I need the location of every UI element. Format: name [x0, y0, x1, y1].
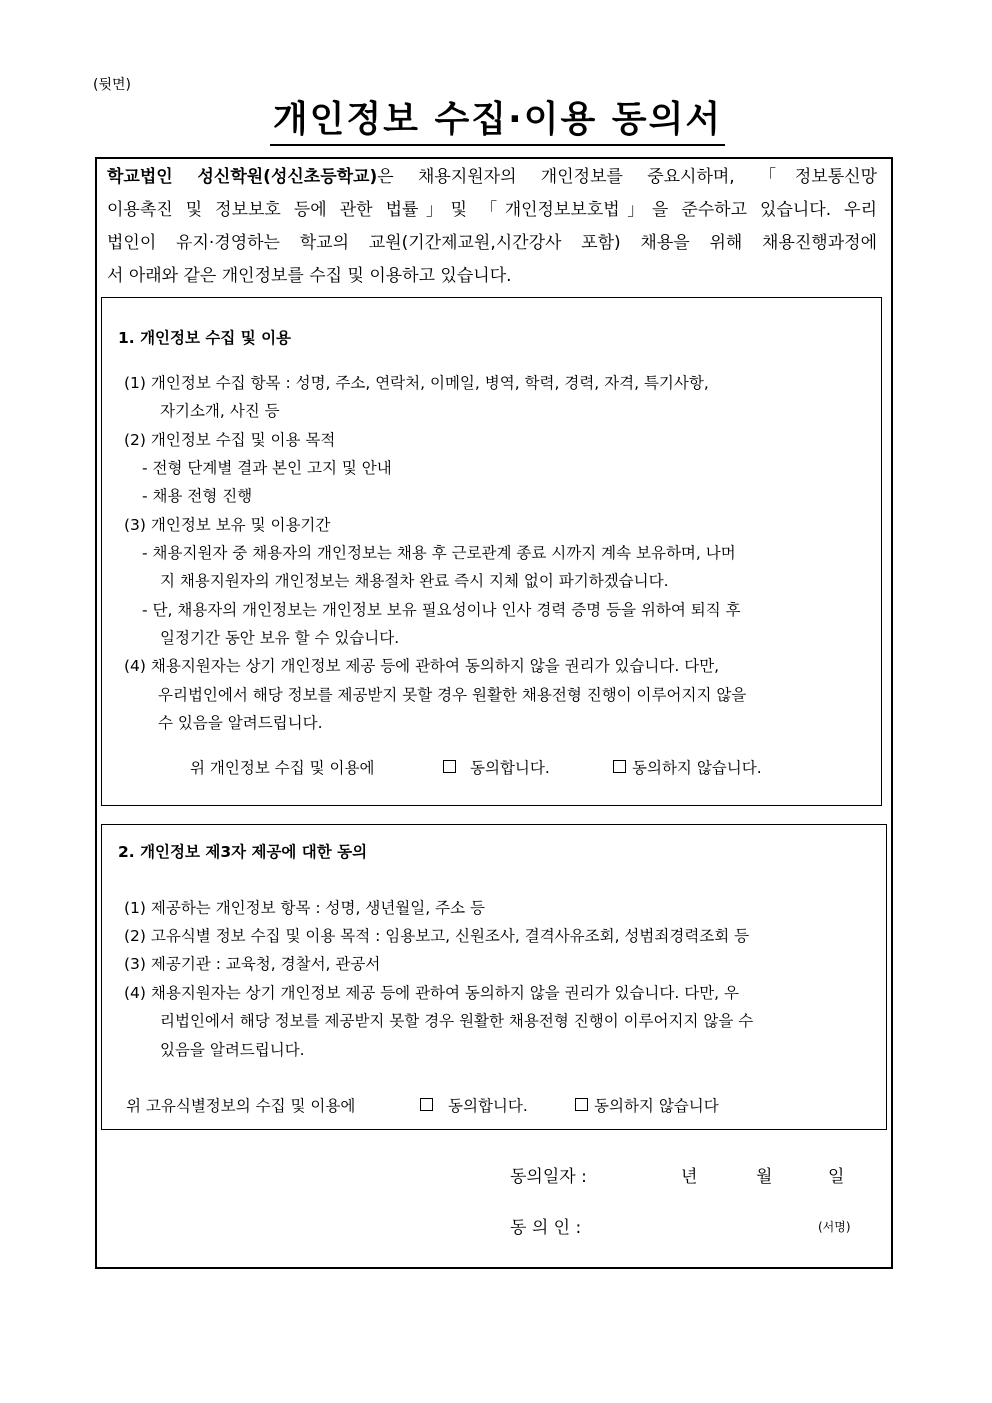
section1-item: (4) 채용지원자는 상기 개인정보 제공 등에 관하여 동의하지 않을 권리가 있습니다. 다만,	[124, 657, 720, 675]
section1-item: - 채용 전형 진행	[142, 487, 253, 505]
section2-disagree-checkbox[interactable]	[575, 1098, 588, 1111]
section1-item: (1) 개인정보 수집 항목 : 성명, 주소, 연락처, 이메일, 병역, 학력, 경력, 자격, 특기사항,	[124, 374, 709, 392]
signature-note: (서명)	[818, 1220, 851, 1234]
section1-item: 일정기간 동안 보유 할 수 있습니다.	[160, 629, 400, 647]
section1-consent-prompt: 위 개인정보 수집 및 이용에	[190, 759, 375, 777]
section2-consent-prompt: 위 고유식별정보의 수집 및 이용에	[126, 1097, 356, 1115]
document-title: 개인정보 수집·이용 동의서	[270, 96, 725, 146]
section1-item: (3) 개인정보 보유 및 이용기간	[124, 516, 331, 534]
section1-item: 지 채용지원자의 개인정보는 채용절차 완료 즉시 지체 없이 파기하겠습니다.	[160, 572, 669, 590]
intro-line: 이용촉진 및 정보보호 등에 관한 법률」및 「개인정보보호법」을 준수하고 있습니다. 우리	[107, 200, 877, 220]
section2-disagree-label: 동의하지 않습니다	[594, 1097, 719, 1115]
section2-title: 2. 개인정보 제3자 제공에 대한 동의	[118, 843, 368, 861]
section2-item: 리법인에서 해당 정보를 제공받지 못할 경우 원활한 채용전형 진행이 이루어지지 않을 수	[160, 1012, 754, 1030]
section1-item: 수 있음을 알려드립니다.	[158, 714, 323, 732]
section2-item: (4) 채용지원자는 상기 개인정보 제공 등에 관하여 동의하지 않을 권리가 있습니다. 다만, 우	[124, 984, 739, 1002]
section2-item: (3) 제공기관 : 교육청, 경찰서, 관공서	[124, 955, 381, 973]
section1-title: 1. 개인정보 수집 및 이용	[118, 329, 292, 347]
date-month-label: 월	[756, 1167, 773, 1187]
section1-disagree-label: 동의하지 않습니다.	[632, 759, 762, 777]
section1-item: (2) 개인정보 수집 및 이용 목적	[124, 431, 336, 449]
signer-label: 동 의 인 :	[510, 1218, 582, 1238]
section1-disagree-checkbox[interactable]	[613, 760, 626, 773]
section1-agree-checkbox[interactable]	[443, 760, 456, 773]
section1-item: 우리법인에서 해당 정보를 제공받지 못할 경우 원활한 채용전형 진행이 이루어지지 않을	[158, 686, 747, 704]
section2-item: (1) 제공하는 개인정보 항목 : 성명, 생년월일, 주소 등	[124, 899, 485, 917]
section2-agree-checkbox[interactable]	[420, 1098, 433, 1111]
section2-item: 있음을 알려드립니다.	[160, 1041, 305, 1059]
intro-line: 학교법인 성신학원(성신초등학교)은 채용지원자의 개인정보를 중요시하며, 「정보통신망	[107, 167, 877, 187]
intro-line: 법인이 유지·경영하는 학교의 교원(기간제교원,시간강사 포함) 채용을 위해 채용진행과정에	[107, 233, 877, 253]
intro-paragraph	[107, 161, 877, 293]
date-day-label: 일	[828, 1167, 845, 1187]
page-side-label: (뒷면)	[93, 77, 131, 93]
section1-item: 자기소개, 사진 등	[160, 402, 280, 420]
section1-item: - 전형 단계별 결과 본인 고지 및 안내	[142, 459, 392, 477]
intro-line: 서 아래와 같은 개인정보를 수집 및 이용하고 있습니다.	[107, 266, 512, 286]
section1-item: - 단, 채용자의 개인정보는 개인정보 보유 필요성이나 인사 경력 증명 등을 위하여 퇴직 후	[142, 601, 741, 619]
institution-name: 학교법인 성신학원(성신초등학교)	[107, 167, 378, 187]
section2-agree-label: 동의합니다.	[448, 1097, 528, 1115]
section2-item: (2) 고유식별 정보 수집 및 이용 목적 : 임용보고, 신원조사, 결격사유조회, 성범죄경력조회 등	[124, 927, 750, 945]
date-year-label: 년	[681, 1167, 698, 1187]
section-third-party-box	[101, 824, 887, 1130]
section1-agree-label: 동의합니다.	[470, 759, 550, 777]
section1-item: - 채용지원자 중 채용자의 개인정보는 채용 후 근로관계 종료 시까지 계속 보유하며, 나머	[142, 544, 736, 562]
consent-date-label: 동의일자 :	[510, 1167, 587, 1187]
